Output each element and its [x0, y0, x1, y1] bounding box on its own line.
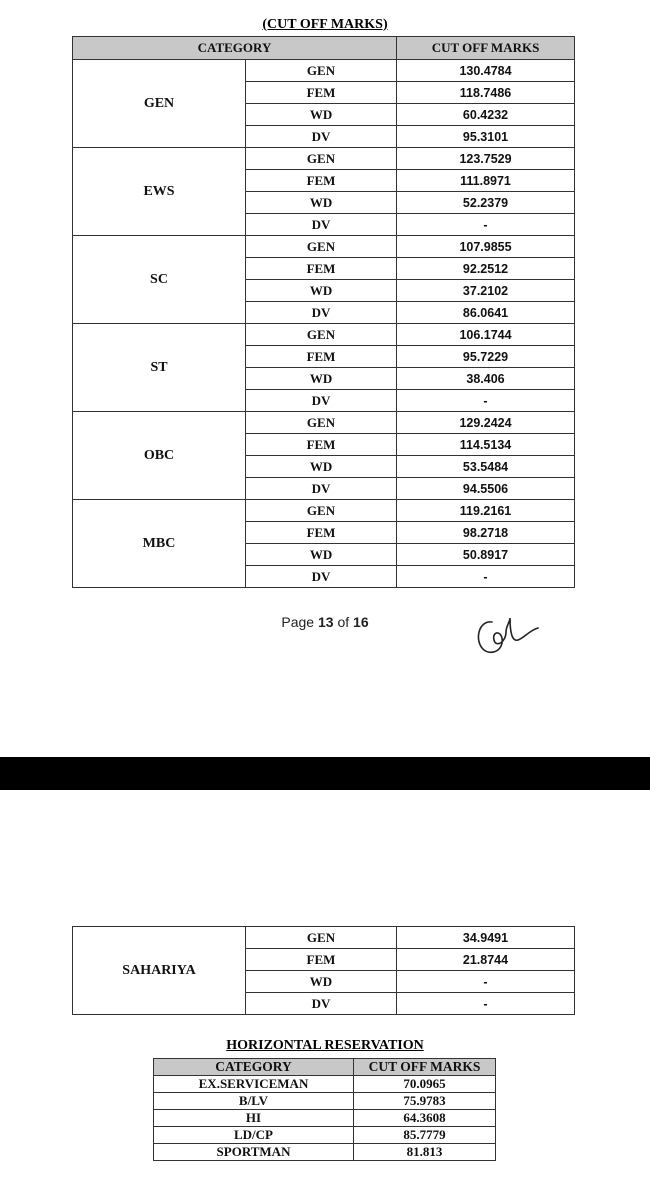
table-row — [154, 1144, 496, 1161]
subcategory-cell: GEN — [246, 500, 397, 522]
subcategory-cell: GEN — [246, 60, 397, 82]
cutoff-value-cell: 21.8744 — [397, 949, 575, 971]
subcategory-cell: DV — [246, 302, 397, 324]
subcategory-cell: DV — [246, 214, 397, 236]
table-row — [73, 60, 575, 82]
cutoff-value-cell: 114.5134 — [397, 434, 575, 456]
subcategory-cell: DV — [246, 566, 397, 588]
cutoff-value-cell: 111.8971 — [397, 170, 575, 192]
subcategory-cell: DV — [246, 478, 397, 500]
subcategory-cell: FEM — [246, 434, 397, 456]
category-cell: HI — [154, 1110, 354, 1127]
category-cell: SAHARIYA — [73, 927, 246, 1015]
cutoff-value-cell: 123.7529 — [397, 148, 575, 170]
header-cutoff: CUT OFF MARKS — [354, 1059, 496, 1076]
cutoff-value-cell: 98.2718 — [397, 522, 575, 544]
cutoff-value-cell: 94.5506 — [397, 478, 575, 500]
table-header-row — [154, 1059, 496, 1076]
header-category: CATEGORY — [154, 1059, 354, 1076]
subcategory-cell: GEN — [246, 412, 397, 434]
cutoff-value-cell: 52.2379 — [397, 192, 575, 214]
cutoff-value-cell: 81.813 — [354, 1144, 496, 1161]
subcategory-cell: WD — [246, 971, 397, 993]
subcategory-cell: GEN — [246, 324, 397, 346]
cutoff-value-cell: 129.2424 — [397, 412, 575, 434]
cutoff-value-cell: - — [397, 993, 575, 1015]
cutoff-value-cell: 95.3101 — [397, 126, 575, 148]
subcategory-cell: DV — [246, 390, 397, 412]
cutoff-value-cell: 92.2512 — [397, 258, 575, 280]
cutoff-value-cell: 50.8917 — [397, 544, 575, 566]
subcategory-cell: FEM — [246, 82, 397, 104]
table-row — [73, 500, 575, 522]
table-row — [154, 1127, 496, 1144]
table-row — [73, 412, 575, 434]
cutoff-value-cell: 130.4784 — [397, 60, 575, 82]
cutoff-value-cell: 60.4232 — [397, 104, 575, 126]
cutoff-value-cell: 53.5484 — [397, 456, 575, 478]
subcategory-cell: DV — [246, 126, 397, 148]
header-cutoff: CUT OFF MARKS — [397, 37, 575, 60]
subcategory-cell: WD — [246, 192, 397, 214]
subcategory-cell: WD — [246, 280, 397, 302]
cutoff-value-cell: 86.0641 — [397, 302, 575, 324]
table-row — [154, 1076, 496, 1093]
subcategory-cell: WD — [246, 104, 397, 126]
page-of-label: of — [337, 614, 350, 630]
page-total: 16 — [353, 614, 369, 630]
cutoff-value-cell: 75.9783 — [354, 1093, 496, 1110]
subcategory-cell: GEN — [246, 927, 397, 949]
page-label: Page — [281, 614, 315, 630]
subcategory-cell: FEM — [246, 346, 397, 368]
subcategory-cell: WD — [246, 368, 397, 390]
horizontal-reservation-title: HORIZONTAL RESERVATION — [226, 1038, 424, 1053]
cutoff-value-cell: - — [397, 566, 575, 588]
page-current: 13 — [317, 614, 334, 630]
category-cell: SPORTMAN — [154, 1144, 354, 1161]
subcategory-cell: WD — [246, 456, 397, 478]
header-category: CATEGORY — [73, 37, 397, 60]
cutoff-value-cell: 119.2161 — [397, 500, 575, 522]
cutoff-value-cell: 107.9855 — [397, 236, 575, 258]
table-row — [73, 324, 575, 346]
cutoff-value-cell: - — [397, 971, 575, 993]
category-cell: EWS — [73, 148, 246, 236]
table-row — [73, 148, 575, 170]
cutoff-value-cell: - — [397, 214, 575, 236]
subcategory-cell: DV — [246, 993, 397, 1015]
cutoff-value-cell: 37.2102 — [397, 280, 575, 302]
category-cell: B/LV — [154, 1093, 354, 1110]
page-number — [0, 614, 650, 630]
subcategory-cell: FEM — [246, 522, 397, 544]
subcategory-cell: FEM — [246, 949, 397, 971]
category-cell: EX.SERVICEMAN — [154, 1076, 354, 1093]
category-cell: ST — [73, 324, 246, 412]
category-cell: LD/CP — [154, 1127, 354, 1144]
cutoff-value-cell: 34.9491 — [397, 927, 575, 949]
table-header-row — [73, 37, 575, 60]
category-cell: GEN — [73, 60, 246, 148]
cutoff-table — [72, 36, 575, 588]
table-row — [154, 1110, 496, 1127]
cutoff-value-cell: 38.406 — [397, 368, 575, 390]
table-title: (CUT OFF MARKS) — [262, 17, 388, 32]
cutoff-value-cell: 64.3608 — [354, 1110, 496, 1127]
cutoff-value-cell: 85.7779 — [354, 1127, 496, 1144]
cutoff-value-cell: - — [397, 390, 575, 412]
category-cell: OBC — [73, 412, 246, 500]
cutoff-value-cell: 118.7486 — [397, 82, 575, 104]
subcategory-cell: FEM — [246, 170, 397, 192]
category-cell: SC — [73, 236, 246, 324]
horizontal-reservation-table — [153, 1058, 496, 1161]
subcategory-cell: FEM — [246, 258, 397, 280]
category-cell: MBC — [73, 500, 246, 588]
subcategory-cell: WD — [246, 544, 397, 566]
subcategory-cell: GEN — [246, 148, 397, 170]
subcategory-cell: GEN — [246, 236, 397, 258]
sahariya-table — [72, 926, 575, 1015]
cutoff-value-cell: 70.0965 — [354, 1076, 496, 1093]
signature-icon — [470, 608, 542, 660]
table-row — [73, 927, 575, 949]
table-row — [154, 1093, 496, 1110]
cutoff-value-cell: 95.7229 — [397, 346, 575, 368]
page-separator — [0, 757, 650, 790]
cutoff-value-cell: 106.1744 — [397, 324, 575, 346]
table-row — [73, 236, 575, 258]
